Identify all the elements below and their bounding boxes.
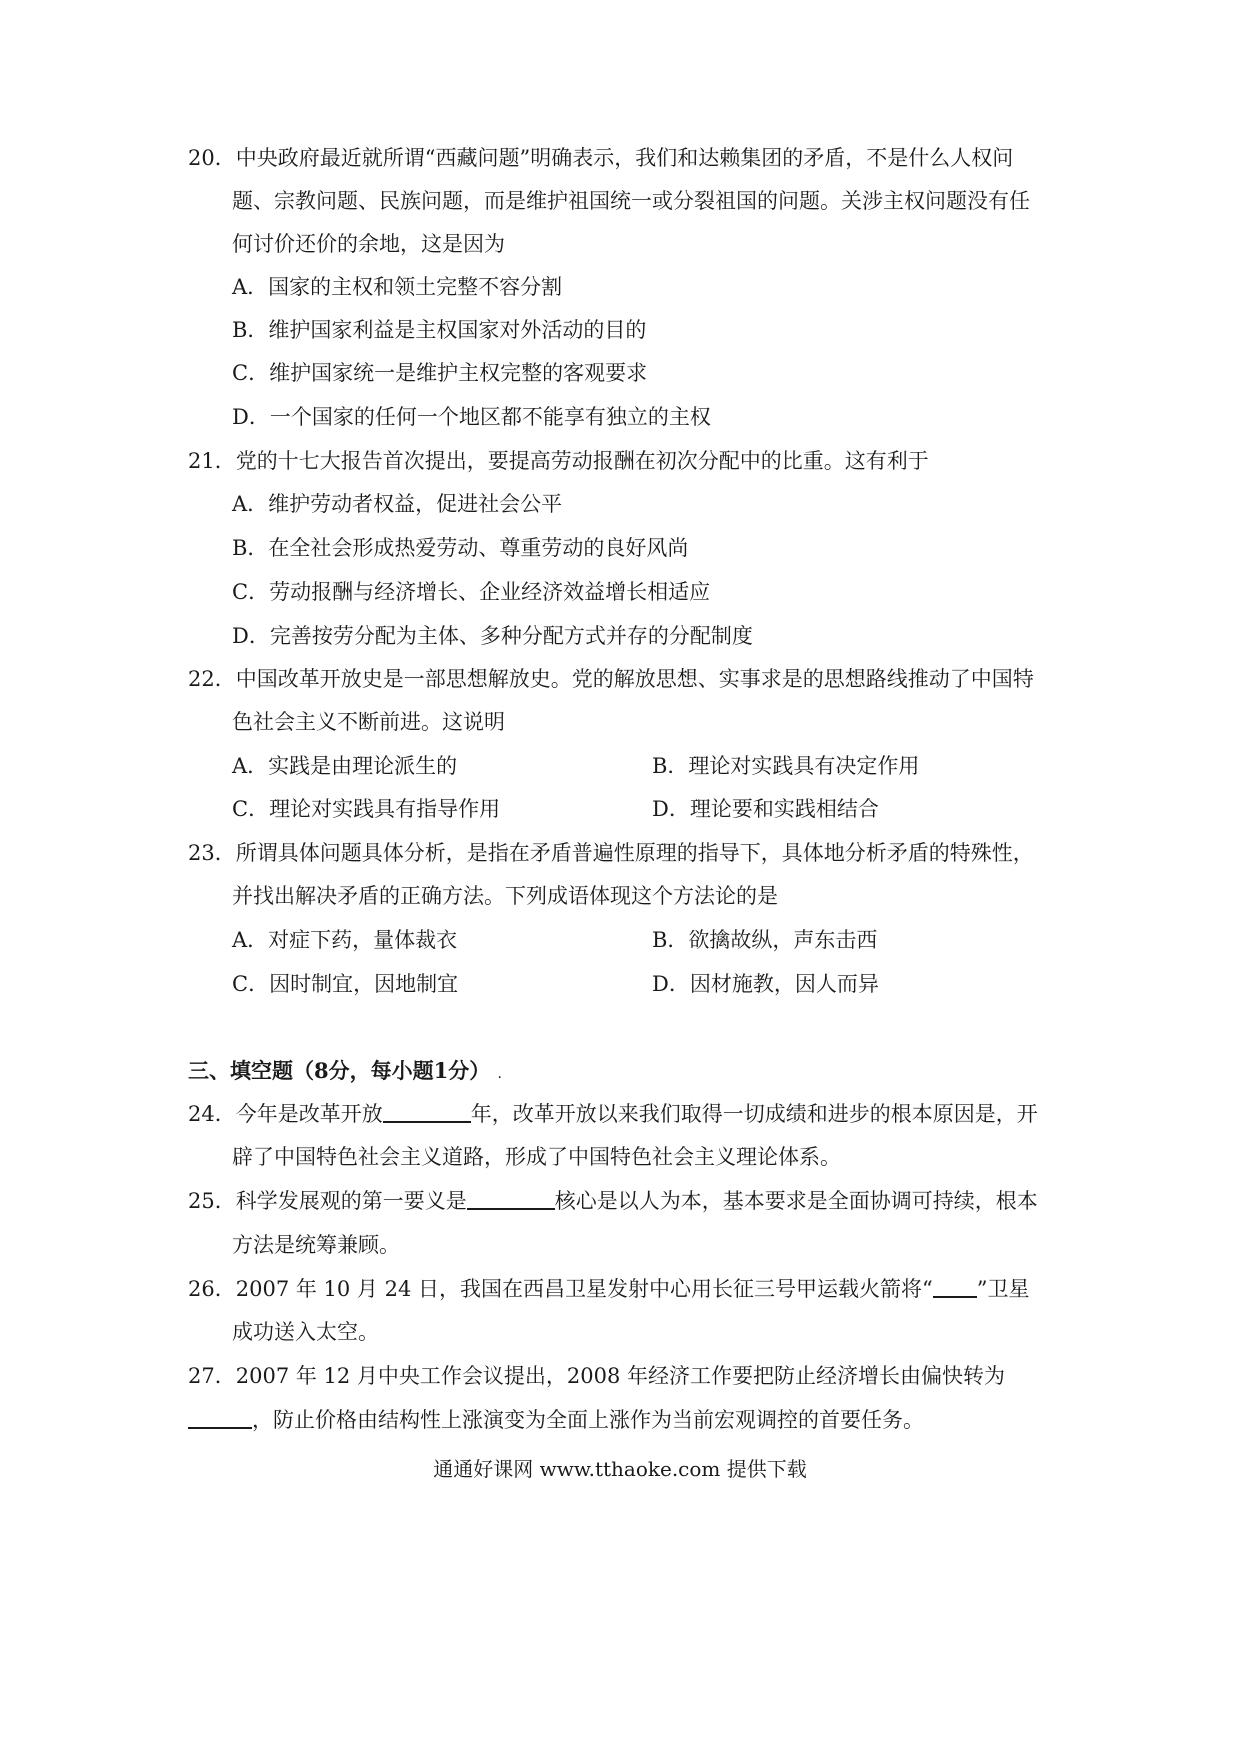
question-text: 核心是以人为本，基本要求是全面协调可持续，根本 — [554, 1189, 1038, 1213]
question-27-line-2 — [188, 1406, 924, 1434]
question-22-line-2: 色社会主义不断前进。这说明 — [232, 710, 505, 734]
question-23-line-2: 并找出解决矛盾的正确方法。下列成语体现这个方法论的是 — [232, 884, 778, 908]
question-20-line-3: 何讨价还价的余地，这是因为 — [232, 232, 505, 256]
question-24-line-1 — [188, 1100, 1038, 1128]
question-number: 24． — [188, 1102, 236, 1126]
stray-mark: . — [497, 1066, 502, 1082]
question-number: 25． — [188, 1189, 236, 1213]
question-text: 年，改革开放以来我们取得一切成绩和进步的根本原因是，开 — [470, 1102, 1038, 1126]
section-heading — [188, 1057, 502, 1088]
question-number: 27． — [188, 1364, 236, 1388]
question-text: 所谓具体问题具体分析，是指在矛盾普遍性原理的指导下，具体地分析矛盾的特殊性， — [235, 841, 1034, 865]
question-20-option-d: D．一个国家的任何一个地区都不能享有独立的主权 — [232, 405, 711, 429]
question-20-option-a: A．国家的主权和领土完整不容分割 — [232, 275, 563, 299]
question-22-option-d: D．理论要和实践相结合 — [652, 797, 879, 821]
question-20-option-b: B．维护国家利益是主权国家对外活动的目的 — [232, 318, 647, 342]
question-22-option-b: B．理论对实践具有决定作用 — [652, 754, 920, 778]
question-23-option-b: B．欲擒故纵，声东击西 — [652, 928, 878, 952]
question-number: 21． — [188, 449, 236, 473]
question-text: 中国改革开放史是一部思想解放史。党的解放思想、实事求是的思想路线推动了中国特 — [235, 667, 1034, 691]
question-text: ，防止价格由结构性上涨演变为全面上涨作为当前宏观调控的首要任务。 — [252, 1408, 924, 1432]
answer-blank[interactable] — [467, 1188, 555, 1210]
answer-blank[interactable] — [933, 1276, 977, 1298]
question-number: 26． — [188, 1277, 236, 1301]
question-25-line-1 — [188, 1187, 1038, 1215]
question-23-option-a: A．对症下药，量体裁衣 — [232, 928, 458, 952]
page-footer: 通通好课网 www.tthaoke.com 提供下载 — [433, 1457, 807, 1481]
question-23-option-d: D．因材施教，因人而异 — [652, 972, 879, 996]
question-22-option-a: A．实践是由理论派生的 — [232, 754, 458, 778]
answer-blank[interactable] — [188, 1407, 252, 1429]
question-21-option-c: C．劳动报酬与经济增长、企业经济效益增长相适应 — [232, 580, 711, 604]
question-22-option-c: C．理论对实践具有指导作用 — [232, 797, 501, 821]
question-text: 今年是改革开放 — [235, 1102, 383, 1126]
question-20-option-c: C．维护国家统一是维护主权完整的客观要求 — [232, 361, 648, 385]
question-23-line-1 — [188, 839, 1034, 867]
question-text: 2007 年 12 月中央工作会议提出，2008 年经济工作要把防止经济增长由偏快转为 — [235, 1364, 1006, 1388]
question-text: 科学发展观的第一要义是 — [235, 1189, 467, 1213]
question-23-option-c: C．因时制宜，因地制宜 — [232, 972, 459, 996]
question-20-line-2: 题、宗教问题、民族问题，而是维护祖国统一或分裂祖国的问题。关涉主权问题没有任 — [232, 189, 1030, 213]
question-21-option-d: D．完善按劳分配为主体、多种分配方式并存的分配制度 — [232, 624, 753, 648]
question-27-line-1 — [188, 1362, 1005, 1390]
question-26-line-2: 成功送入太空。 — [232, 1320, 379, 1344]
question-21-option-b: B．在全社会形成热爱劳动、尊重劳动的良好风尚 — [232, 536, 689, 560]
question-text: ”卫星 — [976, 1277, 1030, 1301]
question-26-line-1 — [188, 1275, 1029, 1303]
question-24-line-2: 辟了中国特色社会主义道路，形成了中国特色社会主义理论体系。 — [232, 1145, 841, 1169]
question-text: 党的十七大报告首次提出，要提高劳动报酬在初次分配中的比重。这有利于 — [235, 449, 929, 473]
answer-blank[interactable] — [383, 1101, 471, 1123]
question-number: 23． — [188, 841, 236, 865]
question-text: 中央政府最近就所谓“西藏问题”明确表示，我们和达赖集团的矛盾，不是什么人权问 — [235, 146, 1014, 170]
question-text: 2007 年 10 月 24 日，我国在西昌卫星发射中心用长征三号甲运载火箭将“ — [235, 1277, 933, 1301]
question-21-line-1 — [188, 447, 929, 475]
question-21-option-a: A．维护劳动者权益，促进社会公平 — [232, 492, 563, 516]
question-number: 22． — [188, 667, 236, 691]
question-22-line-1 — [188, 665, 1034, 693]
question-number: 20． — [188, 146, 236, 170]
question-25-line-2: 方法是统筹兼顾。 — [232, 1233, 400, 1257]
section-title: 三、填空题（8分，每小题1分） — [188, 1058, 491, 1083]
question-20-line-1 — [188, 144, 1013, 172]
